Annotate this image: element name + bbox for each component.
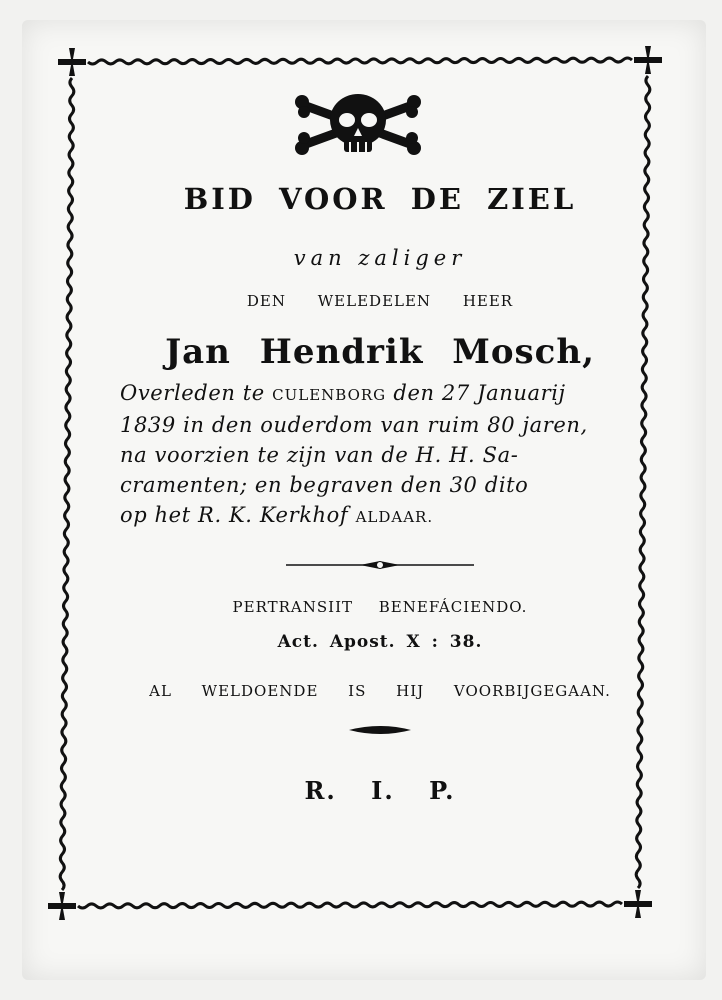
ornamental-divider: [280, 558, 480, 572]
cross-pattee-icon: [634, 46, 662, 74]
obituary-line-1: Overleden te CULENBORG den 27 Januarij: [120, 381, 566, 405]
border-bottom: [78, 902, 622, 908]
border-top: [88, 58, 632, 64]
card-title: BID VOOR DE ZIEL: [183, 182, 577, 216]
cross-pattee-icon: [48, 892, 76, 920]
obituary-line-2: 1839 in den ouderdom van ruim 80 jaren,: [120, 413, 588, 437]
honorific: DEN WELEDELEN HEER: [246, 292, 514, 310]
cross-pattee-icon: [624, 890, 652, 918]
card-subtitle: van zaliger: [293, 246, 467, 270]
card-text: [90, 98, 670, 805]
memorial-card: [22, 20, 706, 980]
cross-pattee-icon: [58, 48, 86, 76]
latin-motto: PERTRANSIIT BENEFÁCIENDO.: [232, 598, 528, 616]
rip-closing: R. I. P.: [304, 776, 456, 805]
obituary-line-4: cramenten; en begraven den 30 dito: [120, 473, 529, 497]
obituary-text: [90, 378, 670, 532]
small-divider: [345, 724, 415, 736]
deceased-name: Jan Hendrik Mosch,: [165, 332, 595, 372]
motto-translation: AL WELDOENDE IS HIJ VOORBIJGEGAAN.: [149, 682, 611, 700]
place-name: CULENBORG: [272, 386, 387, 404]
obituary-line-5: op het R. K. Kerkhof ALDAAR.: [120, 503, 434, 527]
scripture-reference: Act. Apost. X : 38.: [277, 632, 483, 652]
border-left: [60, 78, 74, 890]
obituary-line-3: na voorzien te zijn van de H. H. Sa-: [120, 443, 519, 467]
